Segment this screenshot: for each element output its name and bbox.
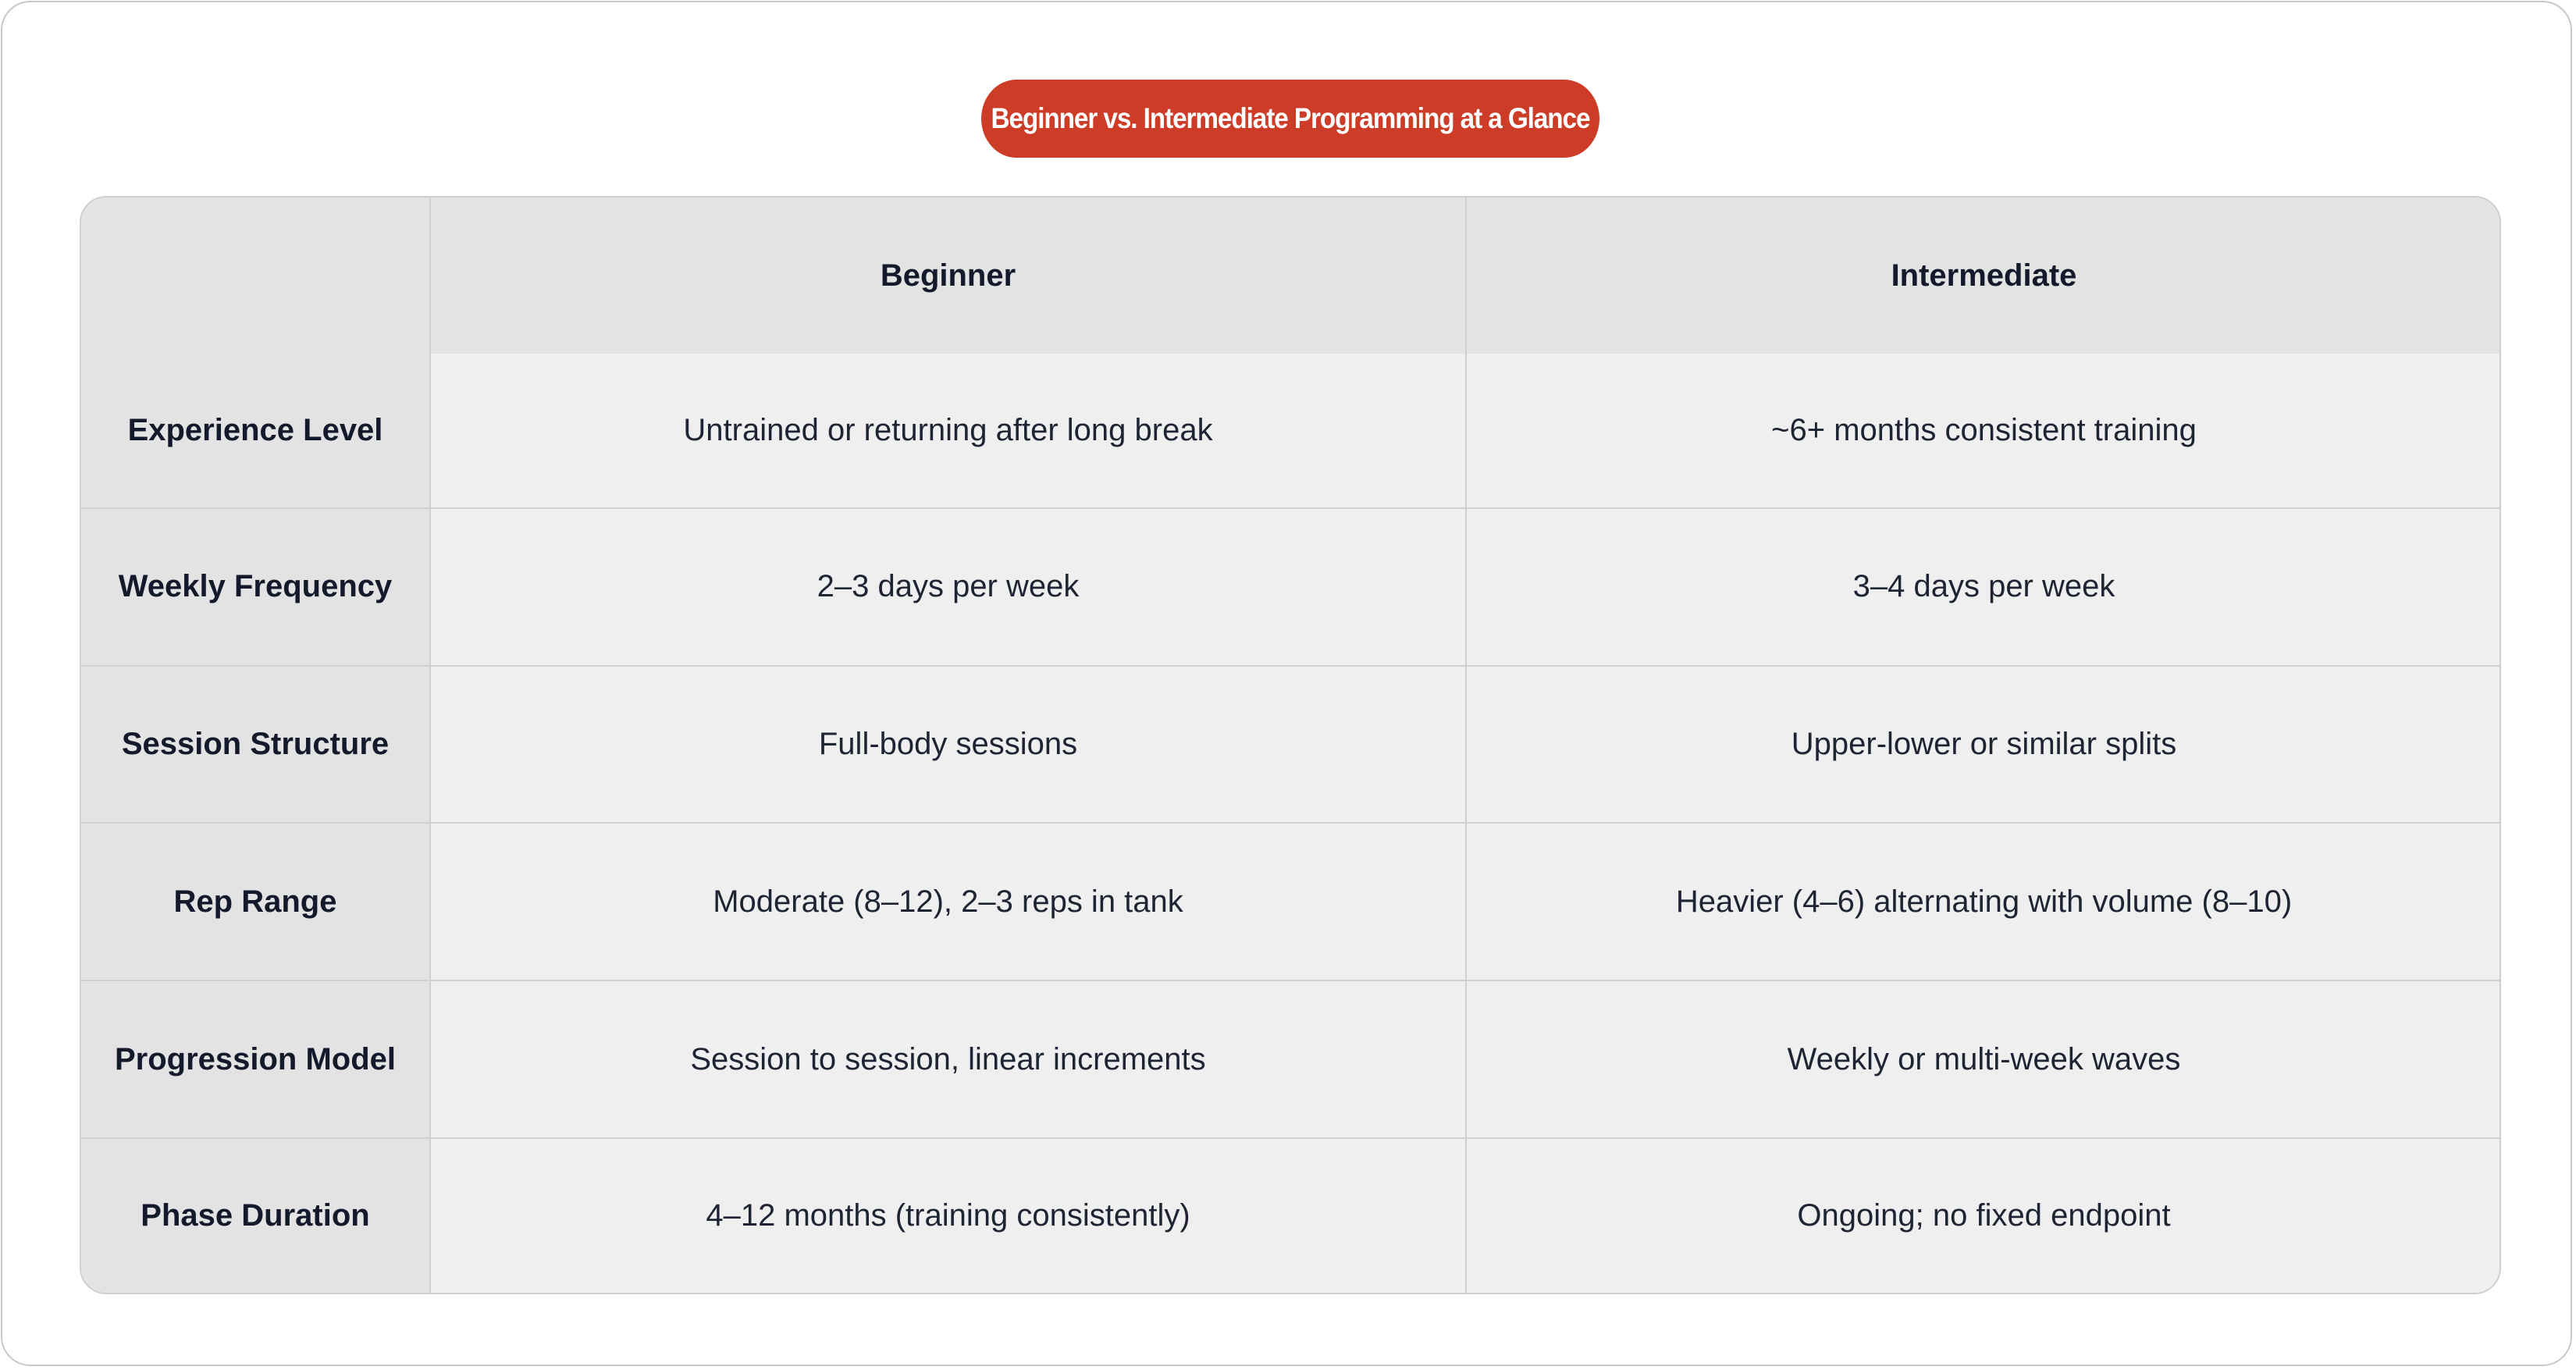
column-header-intermediate: Intermediate bbox=[1466, 197, 2501, 354]
row-label: Session Structure bbox=[81, 666, 430, 824]
table-row bbox=[81, 508, 2501, 666]
page-frame bbox=[1, 1, 2572, 1366]
intermediate-cell: 3–4 days per week bbox=[1466, 508, 2501, 666]
intermediate-cell: Upper-lower or similar splits bbox=[1466, 666, 2501, 824]
beginner-cell: Full-body sessions bbox=[430, 666, 1466, 824]
comparison-table-container bbox=[80, 196, 2501, 1294]
row-label: Rep Range bbox=[81, 823, 430, 980]
table-row bbox=[81, 823, 2501, 980]
table-row bbox=[81, 980, 2501, 1138]
row-label: Weekly Frequency bbox=[81, 508, 430, 666]
beginner-cell: 2–3 days per week bbox=[430, 508, 1466, 666]
column-header-corner bbox=[81, 197, 430, 354]
beginner-cell: Moderate (8–12), 2–3 reps in tank bbox=[430, 823, 1466, 980]
intermediate-cell: Weekly or multi-week waves bbox=[1466, 980, 2501, 1138]
beginner-cell: Untrained or returning after long break bbox=[430, 354, 1466, 508]
table-row bbox=[81, 1138, 2501, 1293]
table-row bbox=[81, 354, 2501, 508]
intermediate-cell: Ongoing; no fixed endpoint bbox=[1466, 1138, 2501, 1293]
row-label: Experience Level bbox=[81, 354, 430, 508]
row-label: Phase Duration bbox=[81, 1138, 430, 1293]
intermediate-cell: Heavier (4–6) alternating with volume (8–10) bbox=[1466, 823, 2501, 980]
table-row bbox=[81, 666, 2501, 824]
beginner-cell: 4–12 months (training consistently) bbox=[430, 1138, 1466, 1293]
row-label: Progression Model bbox=[81, 980, 430, 1138]
beginner-cell: Session to session, linear increments bbox=[430, 980, 1466, 1138]
page-title: Beginner vs. Intermediate Programming at a Glance bbox=[981, 80, 1599, 158]
intermediate-cell: ~6+ months consistent training bbox=[1466, 354, 2501, 508]
comparison-table bbox=[81, 197, 2501, 1293]
table-header-row bbox=[81, 197, 2501, 354]
column-header-beginner: Beginner bbox=[430, 197, 1466, 354]
